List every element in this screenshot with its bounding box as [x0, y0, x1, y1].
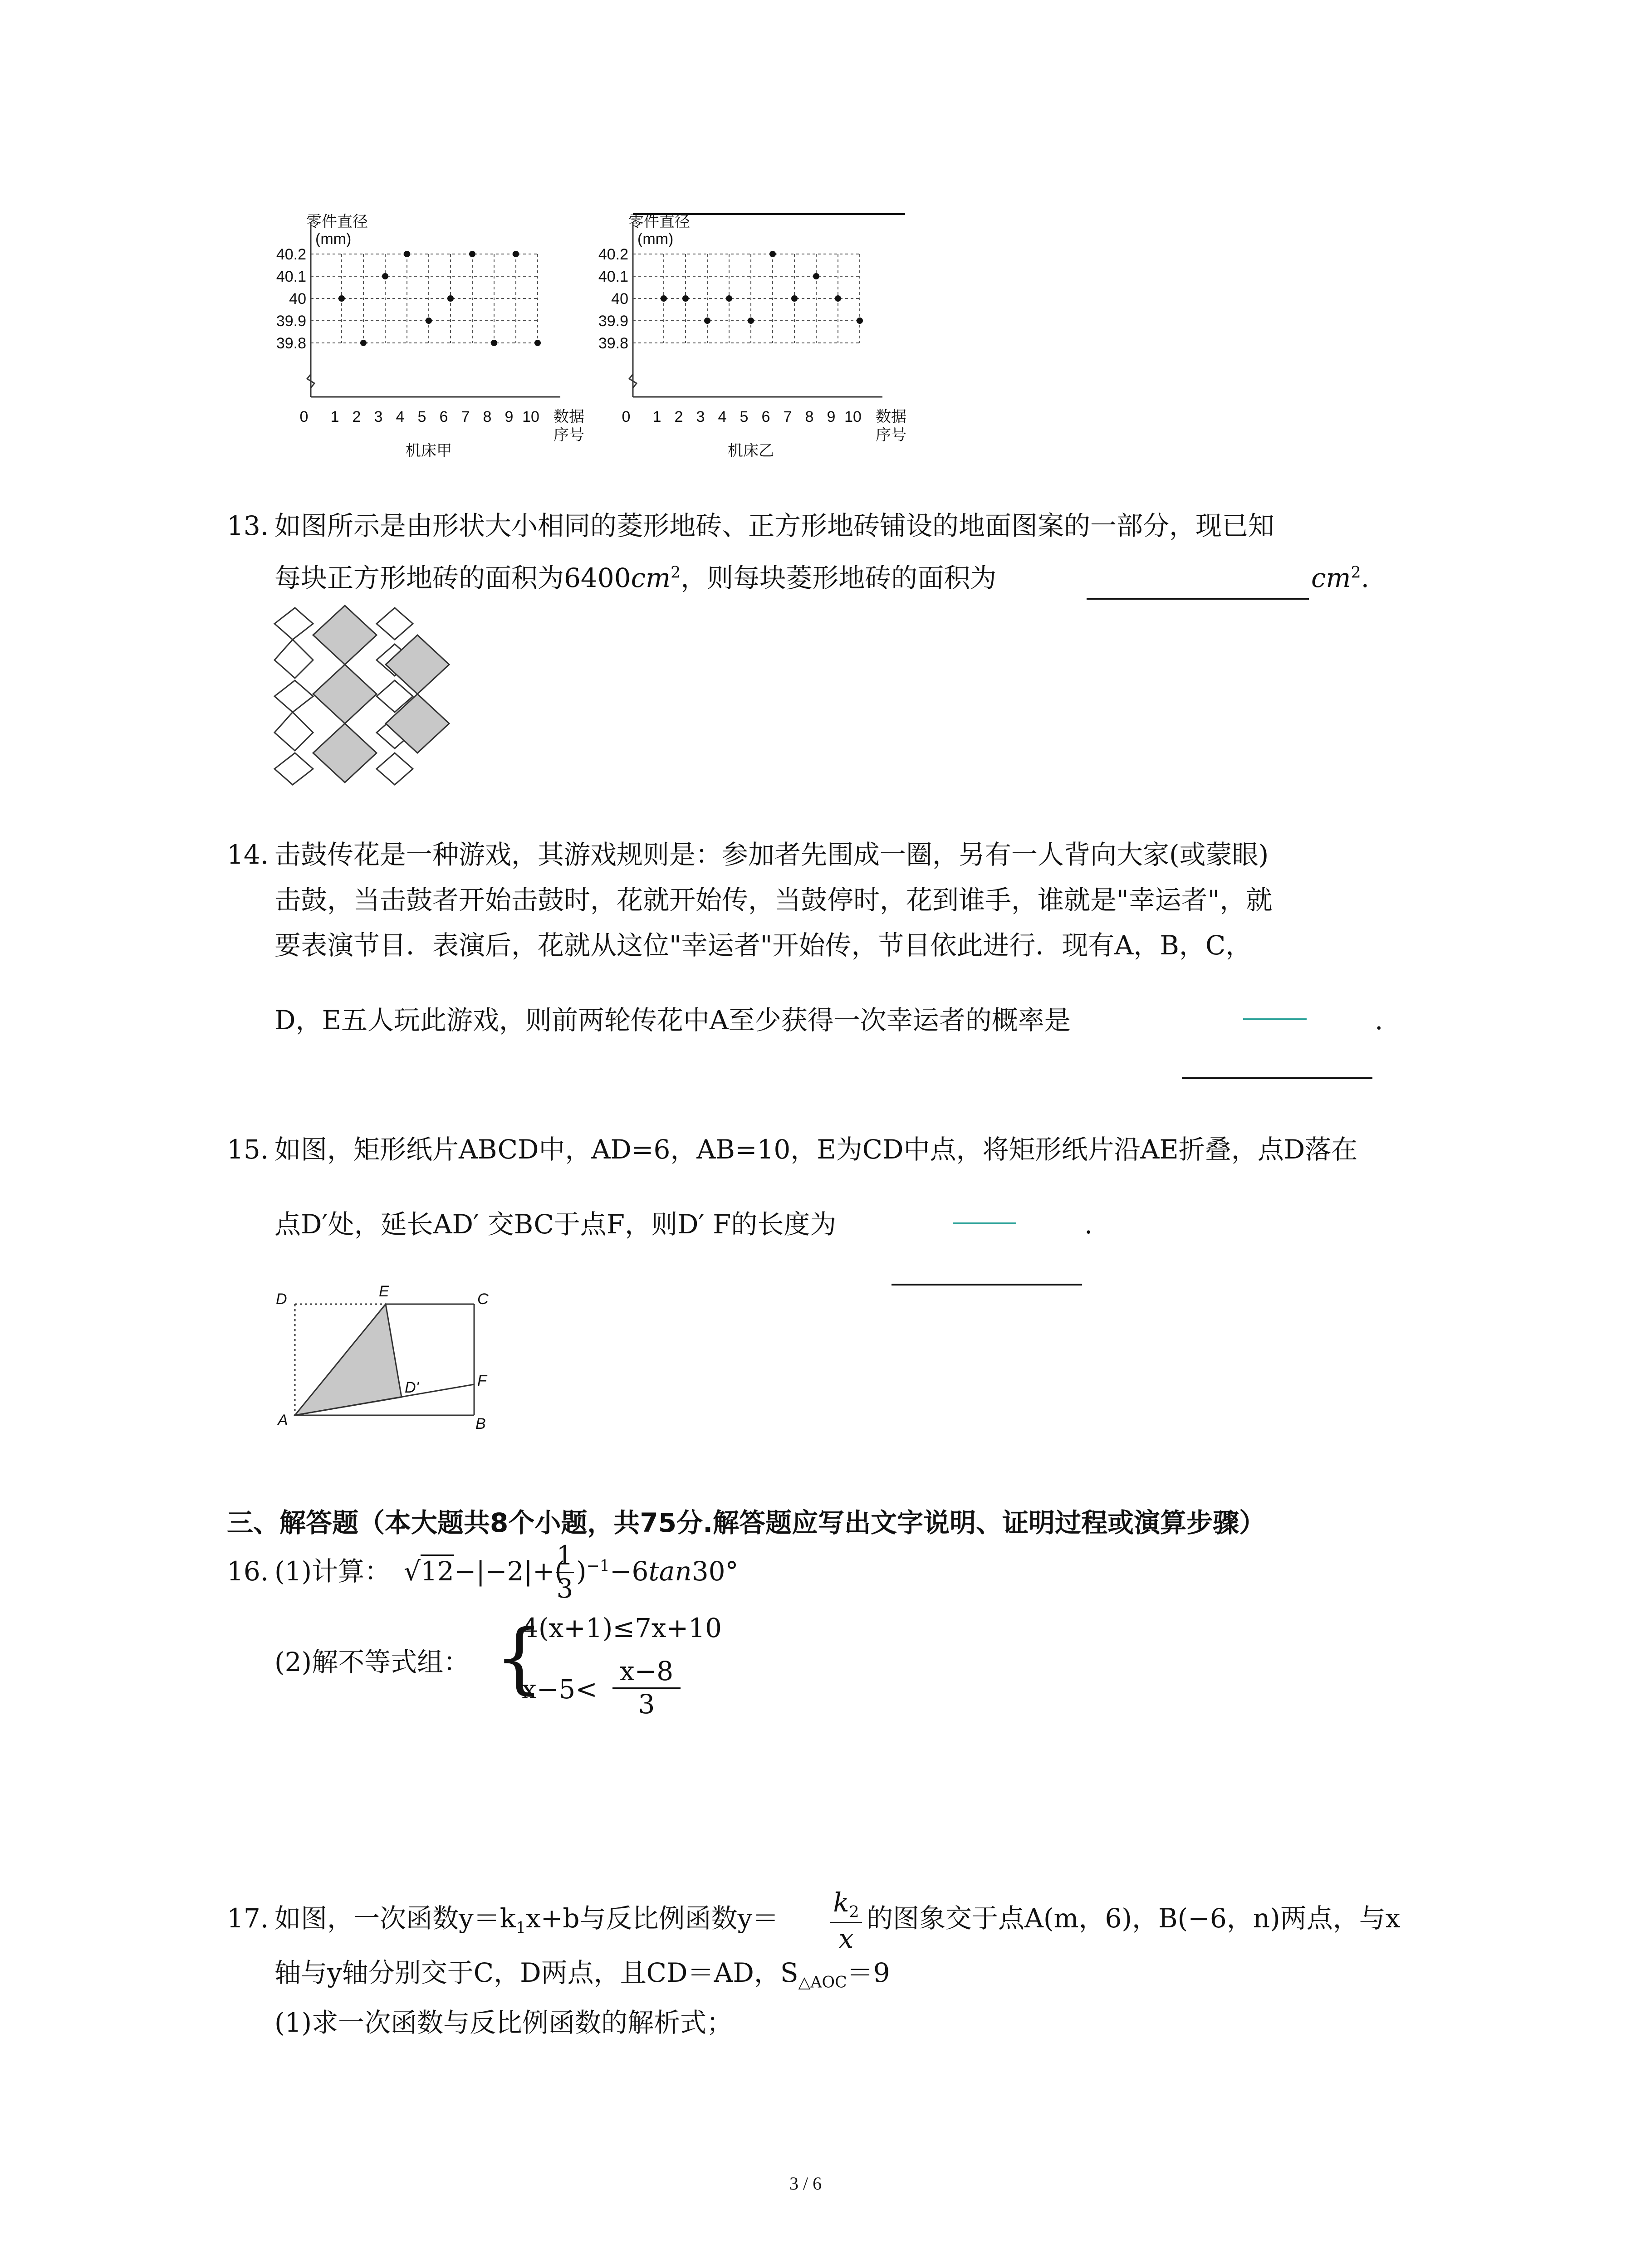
- chart-jia: [254, 209, 584, 463]
- y-tick-label: 40.2: [276, 246, 306, 263]
- x-tick-label: 6: [439, 408, 448, 425]
- x-tick-label: 3: [374, 408, 383, 425]
- label-C: C: [477, 1290, 489, 1308]
- q16-part1-label: (1)计算：: [274, 1556, 391, 1587]
- q16-frac-den: 3: [556, 1573, 573, 1604]
- y-tick-label: 40.2: [598, 246, 628, 263]
- q14-number: 14.: [227, 839, 269, 870]
- x-label-2: 序号: [554, 426, 584, 444]
- q13-end-sup: 2: [1351, 563, 1361, 582]
- q15-answer-blank[interactable]: [892, 1284, 1082, 1286]
- x-label-1: 数据: [554, 408, 584, 425]
- data-point: [813, 273, 819, 279]
- q17-frac-k: k: [833, 1887, 849, 1918]
- data-point: [857, 318, 863, 324]
- q16-number: 16.: [227, 1556, 269, 1587]
- data-point: [491, 340, 497, 346]
- section-3-heading: 三、解答题（本大题共8个小题，共75分.解答题应写出文字说明、证明过程或演算步骤）: [227, 1507, 1266, 1538]
- rectangle-fold-figure: [268, 1284, 504, 1433]
- y-tick-label: 39.8: [276, 335, 306, 352]
- q16-part2-label: (2)解不等式组：: [274, 1647, 470, 1677]
- brace: {: [495, 1613, 544, 1703]
- sqrt-sign: √: [404, 1556, 421, 1587]
- q14-line1: 击鼓传花是一种游戏，其游戏规则是：参加者先围成一圈，另有一人背向大家(或蒙眼): [274, 839, 1269, 870]
- square-tile: [313, 606, 377, 665]
- y-tick-label: 40: [289, 290, 306, 308]
- q16-ineq2-frac: [612, 1656, 681, 1720]
- folded-triangle: [295, 1304, 402, 1415]
- q16-frac-num: 1: [556, 1540, 574, 1573]
- x-tick-label: 7: [461, 408, 470, 425]
- y-tick-label: 40.1: [276, 268, 306, 285]
- x-tick-label: 2: [674, 408, 683, 425]
- x-tick-label: 3: [696, 408, 705, 425]
- x-tick-label: 4: [396, 408, 405, 425]
- q17-l2b: ＝9: [847, 1957, 890, 1988]
- q15-number: 15.: [227, 1134, 269, 1165]
- square-tile: [313, 723, 377, 782]
- q13-line2: [274, 562, 996, 594]
- label-A: A: [278, 1412, 288, 1429]
- data-point: [447, 295, 454, 302]
- q13-line1: 如图所示是由形状大小相同的菱形地砖、正方形地砖铺设的地面图案的一部分，现已知: [274, 510, 1275, 541]
- q15-answer-fill: [953, 1222, 1016, 1224]
- q13-unit: cm: [631, 562, 671, 593]
- data-point: [513, 251, 519, 257]
- q17-l1a: 如图，一次函数y＝k: [274, 1903, 516, 1934]
- y-tick-label: 39.9: [276, 313, 306, 330]
- data-point: [404, 251, 410, 257]
- x-tick-label: 10: [844, 408, 862, 425]
- y-unit: (mm): [315, 230, 352, 248]
- y-tick-label: 39.8: [598, 335, 628, 352]
- q13-answer-blank[interactable]: [1087, 598, 1309, 600]
- q14-answer-fill: [1243, 1018, 1307, 1020]
- y-label: 零件直径: [306, 213, 368, 230]
- q16-part1: [274, 1556, 391, 1588]
- chart-title: 机床甲: [406, 442, 452, 459]
- page-number: 3 / 6: [789, 2173, 822, 2194]
- x-label-1: 数据: [876, 408, 906, 425]
- q14-line3: 要表演节目．表演后，花就从这位"幸运者"开始传，节目依此进行．现有A，B，C，: [274, 930, 1252, 961]
- x-tick-label: 7: [783, 408, 792, 425]
- q16-ineq1: 4(x+1)≤7x+10: [522, 1613, 722, 1643]
- x-tick-label: 9: [827, 408, 836, 425]
- q14-line2: 击鼓，当击鼓者开始击鼓时，花就开始传，当鼓停时，花到谁手，谁就是"幸运者"，就: [274, 885, 1273, 915]
- q15-end: .: [1084, 1209, 1093, 1240]
- q17-l1sub: 1: [515, 1919, 526, 1937]
- square-tile: [313, 665, 377, 723]
- q17-l2a: 轴与y轴分别交于C，D两点，且CD＝AD，S: [274, 1957, 798, 1988]
- x-tick-label: 8: [483, 408, 492, 425]
- data-point: [534, 340, 541, 346]
- data-point: [469, 251, 475, 257]
- chart-title: 机床乙: [728, 442, 774, 459]
- q17-frac-sub: 2: [849, 1903, 859, 1921]
- q17-part1: (1)求一次函数与反比例函数的解析式；: [274, 2007, 733, 2038]
- x-tick-label: 1: [652, 408, 661, 425]
- y-unit: (mm): [637, 230, 674, 248]
- q13-line2-b: ，则每块菱形地砖的面积为: [681, 562, 997, 593]
- data-point: [360, 340, 367, 346]
- q16-expr-b: ): [576, 1556, 587, 1587]
- q17-frac-num: [830, 1887, 862, 1923]
- q14-end: .: [1375, 1005, 1383, 1036]
- data-point: [426, 318, 432, 324]
- q16-ineq2-num: x−8: [612, 1656, 681, 1689]
- q16-expr-d: 30°: [691, 1556, 739, 1587]
- data-point: [791, 295, 798, 302]
- data-point: [835, 295, 841, 302]
- q16-expr-a: −|−2|+(: [454, 1556, 565, 1587]
- data-point: [769, 251, 776, 257]
- q16-ineq2-a: x−5<: [522, 1674, 598, 1705]
- q16-exp: −1: [586, 1557, 610, 1575]
- data-point: [726, 295, 732, 302]
- q15-line1: 如图，矩形纸片ABCD中，AD=6，AB=10，E为CD中点，将矩形纸片沿AE折叠，点D落在: [274, 1134, 1358, 1165]
- q13-number: 13.: [227, 510, 269, 541]
- y-tick-label: 40: [611, 290, 628, 308]
- tile-pattern-figure: [272, 606, 454, 787]
- q13-end: [1311, 562, 1369, 594]
- q13-line2-a: 每块正方形地砖的面积为6400: [274, 562, 631, 593]
- x-tick-label: 1: [330, 408, 339, 425]
- q16-frac: [556, 1540, 574, 1604]
- chart-yi: [576, 209, 921, 463]
- label-E: E: [379, 1283, 389, 1300]
- data-point: [338, 295, 345, 302]
- y-tick-label: 40.1: [598, 268, 628, 285]
- label-F: F: [477, 1372, 487, 1389]
- q16-ineq2-den: 3: [638, 1688, 655, 1720]
- x-tick-label: 8: [805, 408, 814, 425]
- y-tick-label: 39.9: [598, 313, 628, 330]
- q14-line4: D，E五人玩此游戏，则前两轮传花中A至少获得一次幸运者的概率是: [274, 1005, 1071, 1036]
- q13-end-unit: cm: [1311, 562, 1351, 593]
- q17-line1-c: 的图象交于点A(m，6)，B(−6，n)两点，与x: [867, 1903, 1401, 1934]
- x-tick-label: 10: [522, 408, 539, 425]
- label-Dprime: D': [405, 1379, 419, 1396]
- q14-answer-blank[interactable]: [1182, 1077, 1372, 1079]
- q16-expr-c: −6: [609, 1556, 649, 1587]
- y-label: 零件直径: [628, 213, 690, 230]
- data-point: [382, 273, 388, 279]
- q16-sqrt: [404, 1556, 565, 1588]
- x-tick-label: 5: [740, 408, 749, 425]
- x-tick-label: 0: [622, 408, 631, 425]
- data-point: [748, 318, 754, 324]
- q17-frac: [830, 1887, 862, 1955]
- data-point: [682, 295, 689, 302]
- x-tick-label: 9: [505, 408, 514, 425]
- x-tick-label: 4: [718, 408, 727, 425]
- q15-line2: 点D′处，延长AD′ 交BC于点F，则D′ F的长度为: [274, 1209, 837, 1240]
- x-tick-label: 0: [299, 408, 309, 425]
- q16-expr-tail: [576, 1556, 739, 1588]
- x-tick-label: 2: [352, 408, 361, 425]
- q17-line2: [274, 1957, 890, 1992]
- q13-sup: 2: [671, 563, 681, 582]
- q17-line1-a: [274, 1903, 779, 1938]
- data-point: [661, 295, 667, 302]
- q16-radicand: 12: [421, 1554, 454, 1587]
- label-B: B: [475, 1415, 486, 1432]
- q16-tan: tan: [648, 1556, 692, 1587]
- data-point: [704, 318, 710, 324]
- q13-end-dot: .: [1361, 562, 1370, 593]
- q17-l2sub: △AOC: [798, 1973, 847, 1992]
- q17-frac-den: x: [838, 1923, 854, 1955]
- x-label-2: 序号: [876, 426, 906, 444]
- label-D: D: [276, 1290, 287, 1308]
- x-tick-label: 6: [761, 408, 770, 425]
- x-tick-label: 5: [417, 408, 426, 425]
- q17-number: 17.: [227, 1903, 269, 1934]
- q17-l1b: x+b与反比例函数y＝: [526, 1903, 779, 1934]
